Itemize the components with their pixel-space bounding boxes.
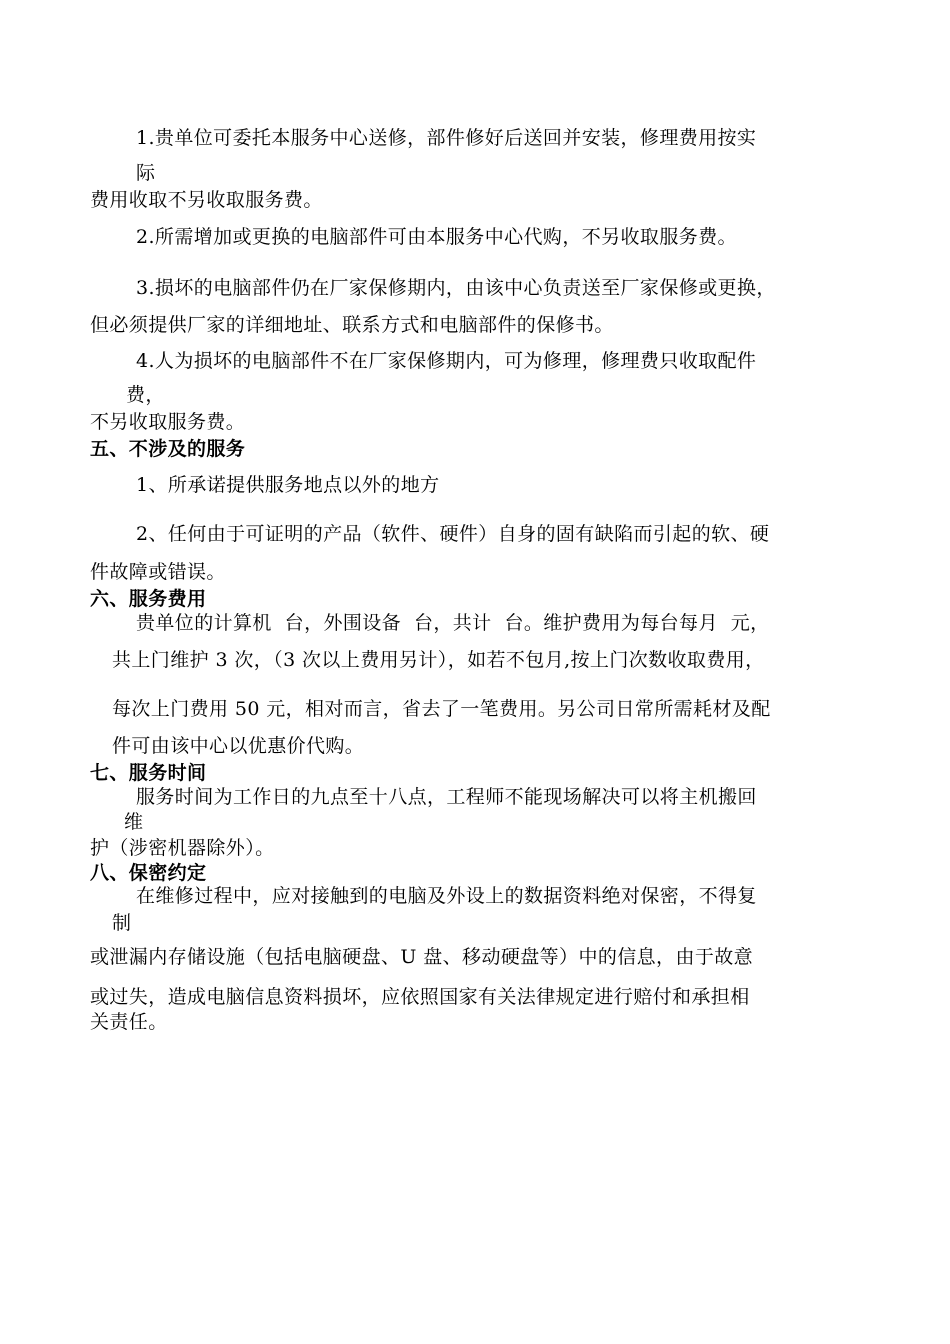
section-heading: 八、保密约定 <box>90 862 207 884</box>
paragraph-line: 2、任何由于可证明的产品（软件、硬件）自身的固有缺陷而引起的软、硬 <box>136 523 770 545</box>
paragraph-line: 服务时间为工作日的九点至十八点，工程师不能现场解决可以将主机搬回 <box>136 786 757 808</box>
paragraph-line: 1.贵单位可委托本服务中心送修，部件修好后送回并安装，修理费用按实 <box>136 127 757 149</box>
paragraph-line: 或过失，造成电脑信息资料损坏，应依照国家有关法律规定进行赔付和承担相 <box>90 986 750 1008</box>
paragraph-line: 费用收取不另收取服务费。 <box>90 189 323 211</box>
paragraph-line: 4.人为损坏的电脑部件不在厂家保修期内，可为修理，修理费只收取配件 <box>136 350 757 372</box>
section-heading: 七、服务时间 <box>90 762 207 784</box>
paragraph-line: 件故障或错误。 <box>90 561 226 583</box>
paragraph-line: 共上门维护 3 次，（3 次以上费用另计），如若不包月,按上门次数收取费用， <box>112 649 765 671</box>
paragraph-line: 护（涉密机器除外）。 <box>90 837 275 859</box>
paragraph-line: 3.损坏的电脑部件仍在厂家保修期内，由该中心负责送至厂家保修或更换， <box>136 277 776 299</box>
paragraph-line: 制 <box>112 912 132 934</box>
paragraph-line: 2.所需增加或更换的电脑部件可由本服务中心代购，不另收取服务费。 <box>136 226 737 248</box>
paragraph-line: 1、所承诺提供服务地点以外的地方 <box>136 474 440 496</box>
paragraph-line: 但必须提供厂家的详细地址、联系方式和电脑部件的保修书。 <box>90 314 614 336</box>
paragraph-line: 件可由该中心以优惠价代购。 <box>112 735 365 757</box>
paragraph-line: 关责任。 <box>90 1011 168 1033</box>
paragraph-line: 每次上门费用 50 元，相对而言，省去了一笔费用。另公司日常所需耗材及配 <box>112 698 771 720</box>
paragraph-line: 际 <box>136 162 156 184</box>
section-heading: 五、不涉及的服务 <box>90 438 246 460</box>
section-heading: 六、服务费用 <box>90 588 207 610</box>
paragraph-line: 贵单位的计算机 台，外围设备 台，共计 台。维护费用为每台每月 元， <box>136 612 770 634</box>
paragraph-line: 或泄漏内存储设施（包括电脑硬盘、U 盘、移动硬盘等）中的信息，由于故意 <box>90 946 754 968</box>
paragraph-line: 不另收取服务费。 <box>90 411 246 433</box>
paragraph-line: 费， <box>126 384 165 406</box>
paragraph-line: 维 <box>124 811 144 833</box>
paragraph-line: 在维修过程中，应对接触到的电脑及外设上的数据资料绝对保密，不得复 <box>136 885 757 907</box>
